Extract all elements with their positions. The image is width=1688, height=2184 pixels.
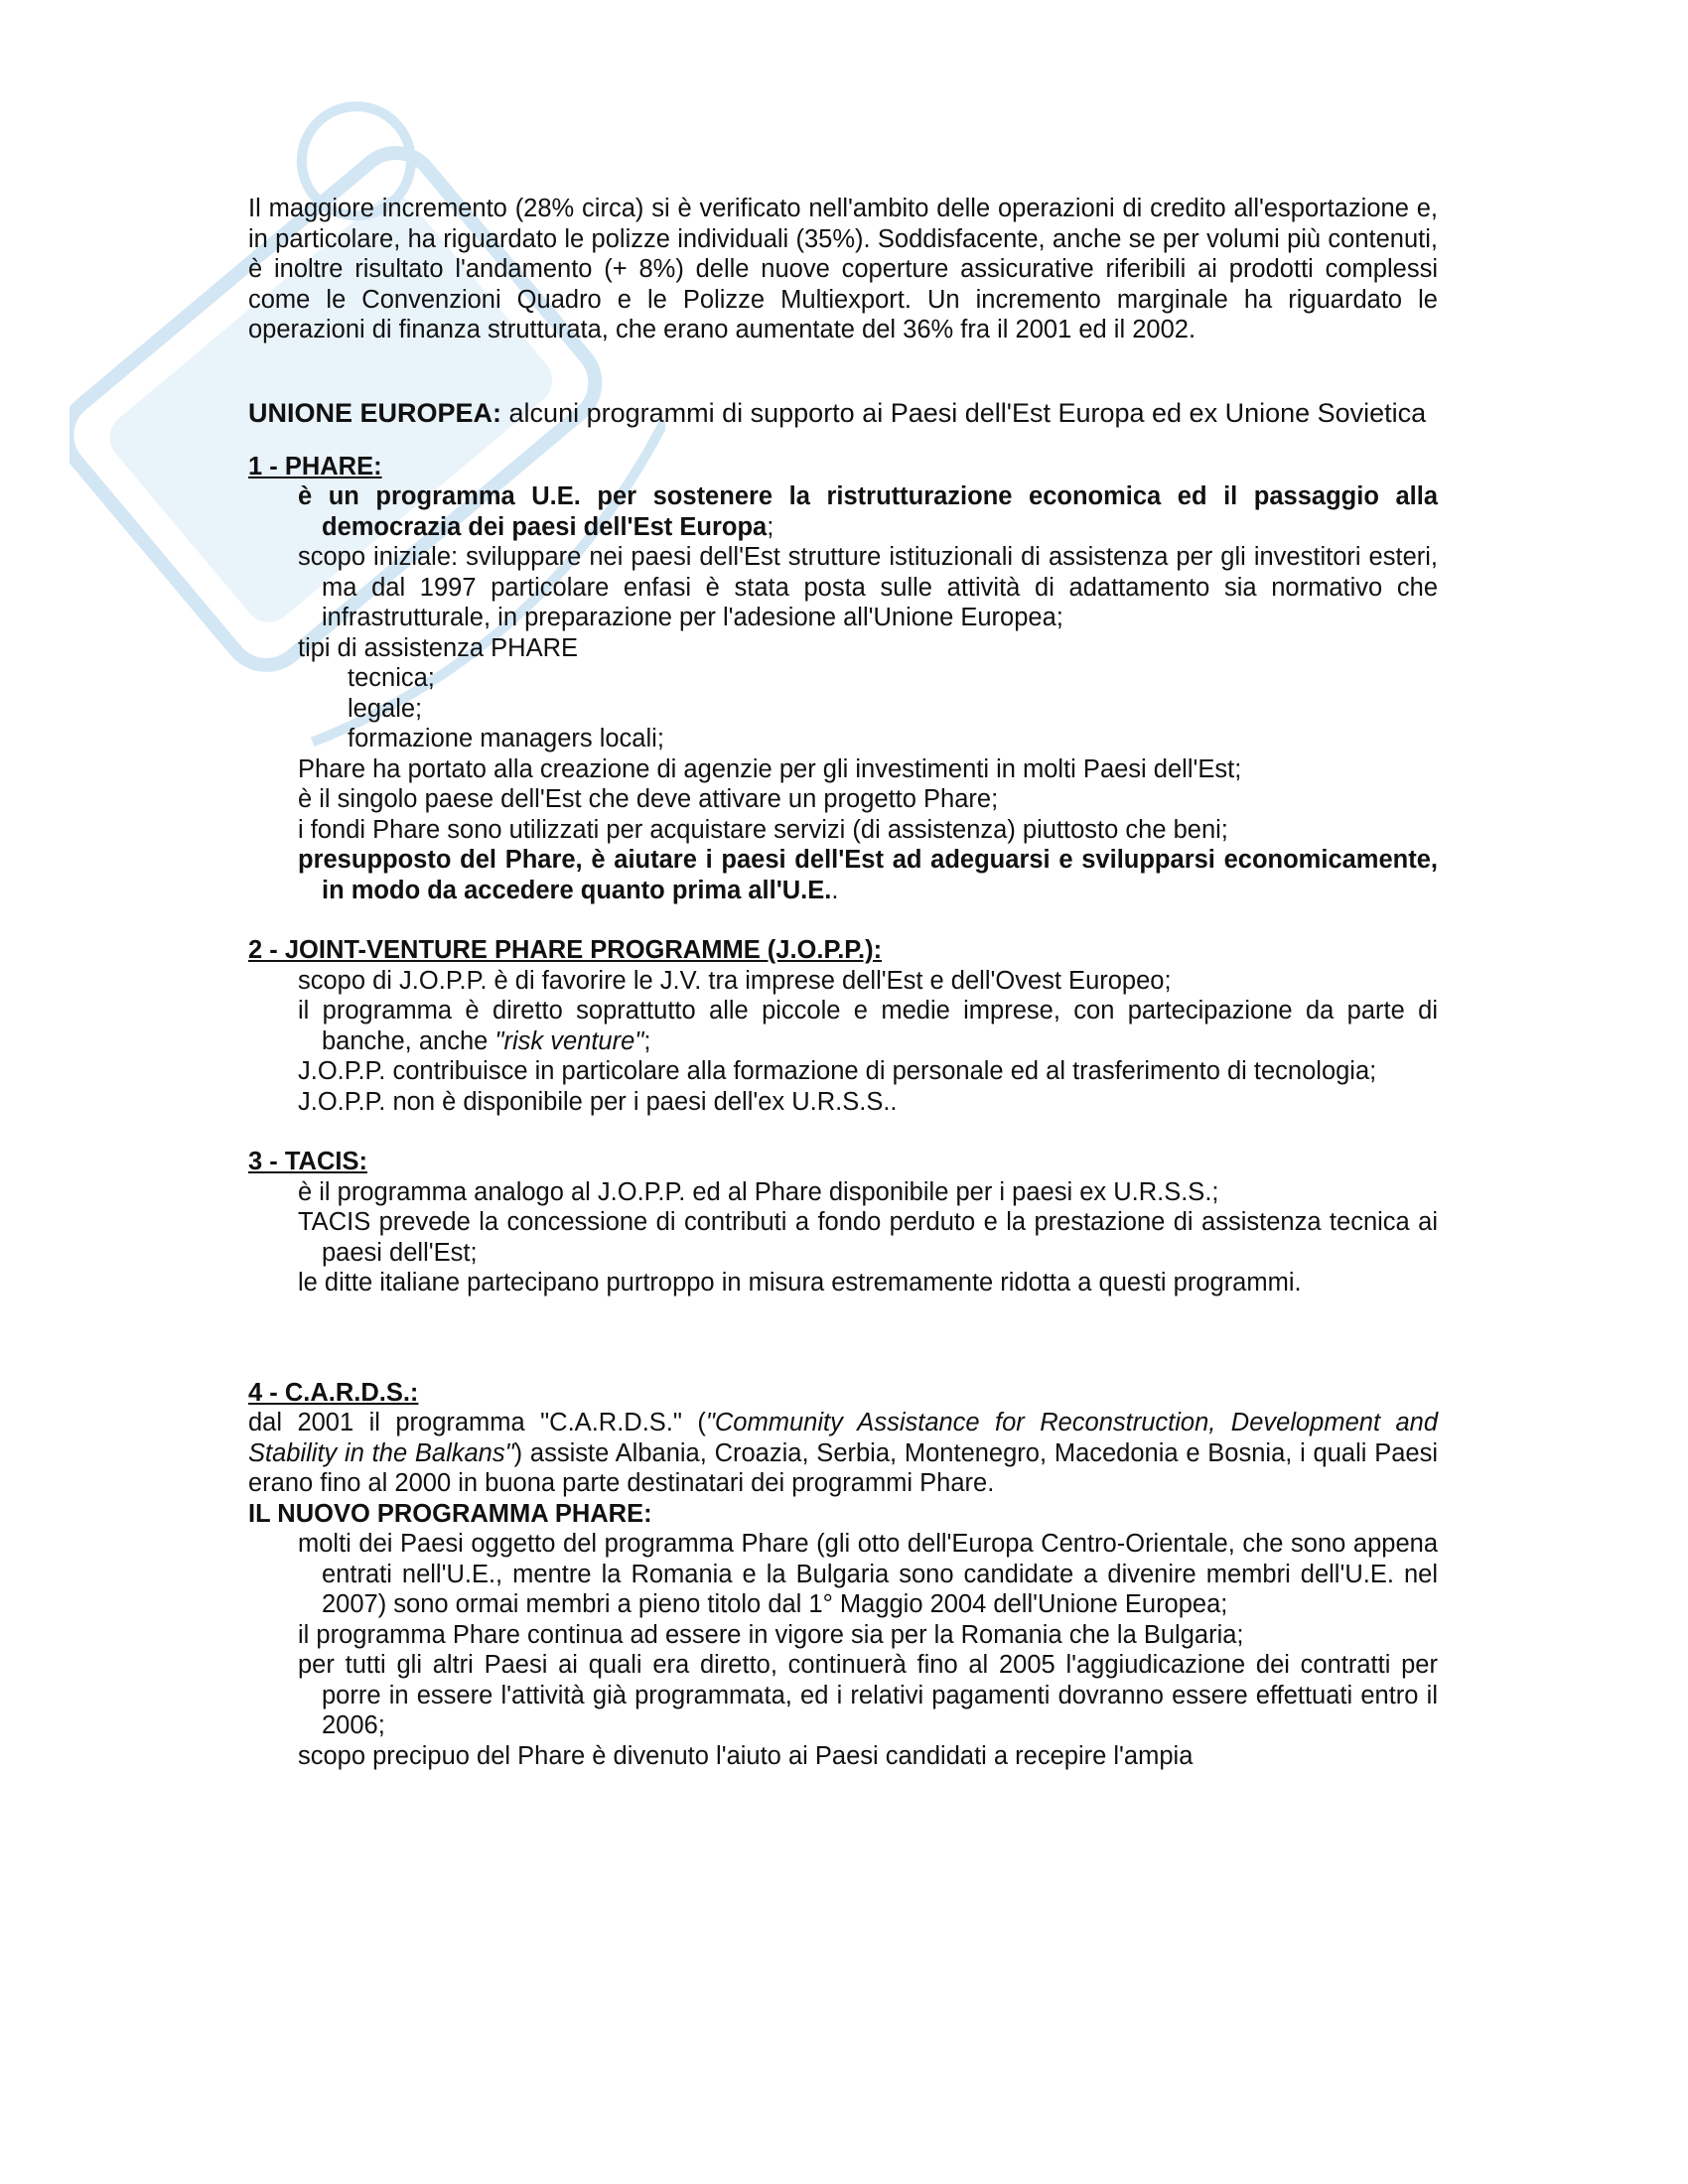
list-item: le ditte italiane partecipano purtroppo in misura estremamente ridotta a questi programmi. <box>298 1269 1302 1297</box>
intro-text: Il maggiore incremento (28% circa) si è verificato nell'ambito delle operazioni di credito all'esportazione e, in particolare, ha riguardato le polizze individuali (35%). Soddisfacente, anche se per volumi più contenuti, è inoltre risultato l'andamento (+ 8%) delle nuove coperture assicurative riferibili ai prodotti complessi come le Convenzioni Quadro e le Polizze Multiexport. Un incremento marginale ha riguardato le operazioni di finanza strutturata, che erano aumentate del 36% fra il 2001 ed il 2002. <box>248 195 1438 343</box>
assistance-type-item: legale; <box>348 694 423 723</box>
list-item: Phare ha portato alla creazione di agenzie per gli investimenti in molti Paesi dell'Est; <box>298 754 1242 783</box>
section-title-rest: alcuni programmi di supporto ai Paesi dell'Est Europa ed ex Unione Sovietica <box>501 397 1427 428</box>
phare-list-cont <box>248 754 1438 906</box>
phare-item7-end: . <box>831 876 839 904</box>
list-item: J.O.P.P. contribuisce in particolare alla formazione di personale ed al trasferimento di tecnologia; <box>298 1057 1377 1085</box>
jopp-list <box>248 966 1438 1118</box>
list-item: per tutti gli altri Paesi ai quali era diretto, continuerà fino al 2005 l'aggiudicazione dei contratti per porre in essere l'attività già programmata, ed i relativi pagamenti dovranno essere effettuati entro il 2006; <box>298 1651 1438 1739</box>
cards-para-b: ) assiste Albania, Croazia, Serbia, Montenegro, Macedonia e Bosnia, i quali Paesi erano fino al 2000 in buona parte destinatari dei programmi Phare. <box>248 1438 1438 1497</box>
cards-para-a: dal 2001 il programma "C.A.R.D.S." ( <box>248 1409 706 1436</box>
new-phare-list <box>248 1529 1438 1771</box>
phare-item1-end: ; <box>767 512 774 541</box>
jopp-item2-italic: "risk venture" <box>494 1026 644 1055</box>
list-item: J.O.P.P. non è disponibile per i paesi dell'ex U.R.S.S.. <box>298 1087 898 1116</box>
jopp-item2-end: ; <box>643 1026 651 1055</box>
jopp-heading: 2 - JOINT-VENTURE PHARE PROGRAMME (J.O.P.P.): <box>248 936 883 964</box>
phare-list <box>248 481 1438 663</box>
phare-item1-bold: è un programma U.E. per sostenere la ristrutturazione economica ed il passaggio alla democrazia dei paesi dell'Est Europa <box>298 482 1438 541</box>
list-item: è il singolo paese dell'Est che deve attivare un progetto Phare; <box>298 785 999 813</box>
cards-heading: 4 - C.A.R.D.S.: <box>248 1378 419 1407</box>
list-item: scopo precipuo del Phare è divenuto l'aiuto ai Paesi candidati a recepire l'ampia <box>298 1741 1194 1770</box>
list-item: il programma Phare continua ad essere in vigore sia per la Romania che la Bulgaria; <box>298 1620 1244 1649</box>
tacis-heading: 3 - TACIS: <box>248 1148 367 1175</box>
document-page <box>248 194 1438 1771</box>
cards-para-italic: "Community Assistance for Reconstruction, Development and Stability in the Balkans" <box>248 1409 1439 1467</box>
section-title-bold: UNIONE EUROPEA: <box>248 397 502 428</box>
cards-paragraph <box>248 1408 1438 1499</box>
list-item: è il programma analogo al J.O.P.P. ed al Phare disponibile per i paesi ex U.R.S.S.; <box>298 1177 1219 1206</box>
list-item: scopo di J.O.P.P. è di favorire le J.V. tra imprese dell'Est e dell'Ovest Europeo; <box>298 966 1172 995</box>
phare-assistance-types <box>248 663 1438 754</box>
list-item: tipi di assistenza PHARE <box>298 633 579 662</box>
assistance-type-item: tecnica; <box>348 664 435 692</box>
jopp-item2-text: il programma è diretto soprattutto alle piccole e medie imprese, con partecipazione da parte di banche, anche <box>298 997 1438 1055</box>
list-item: i fondi Phare sono utilizzati per acquistare servizi (di assistenza) piuttosto che beni; <box>298 815 1228 844</box>
new-phare-subheading: IL NUOVO PROGRAMMA PHARE: <box>248 1499 652 1528</box>
list-item: molti dei Paesi oggetto del programma Phare (gli otto dell'Europa Centro-Orientale, che sono appena entrati nell'U.E., mentre la Romania e la Bulgaria sono candidate a divenire membri dell'U.E. nel 2007) sono ormai membri a pieno titolo dal 1° Maggio 2004 dell'Unione Europea; <box>298 1530 1438 1618</box>
phare-item7-bold: presupposto del Phare, è aiutare i paesi dell'Est ad adeguarsi e svilupparsi economicamente, in modo da accedere quanto prima all'U.E. <box>298 846 1438 904</box>
section-title <box>248 397 1438 430</box>
phare-heading: 1 - PHARE: <box>248 452 382 480</box>
assistance-type-item: formazione managers locali; <box>348 725 664 752</box>
list-item <box>298 481 1438 542</box>
list-item: scopo iniziale: sviluppare nei paesi dell'Est strutture istituzionali di assistenza per gli investitori esteri, ma dal 1997 particolare enfasi è stata posta sulle attività di adattamento sia normativo che infrastrutturale, in preparazione per l'adesione all'Unione Europea; <box>298 543 1438 631</box>
tacis-list <box>248 1177 1438 1298</box>
list-item <box>298 845 1438 905</box>
list-item: TACIS prevede la concessione di contributi a fondo perduto e la prestazione di assistenza tecnica ai paesi dell'Est; <box>298 1208 1438 1267</box>
intro-paragraph <box>248 194 1438 345</box>
list-item <box>298 996 1438 1056</box>
